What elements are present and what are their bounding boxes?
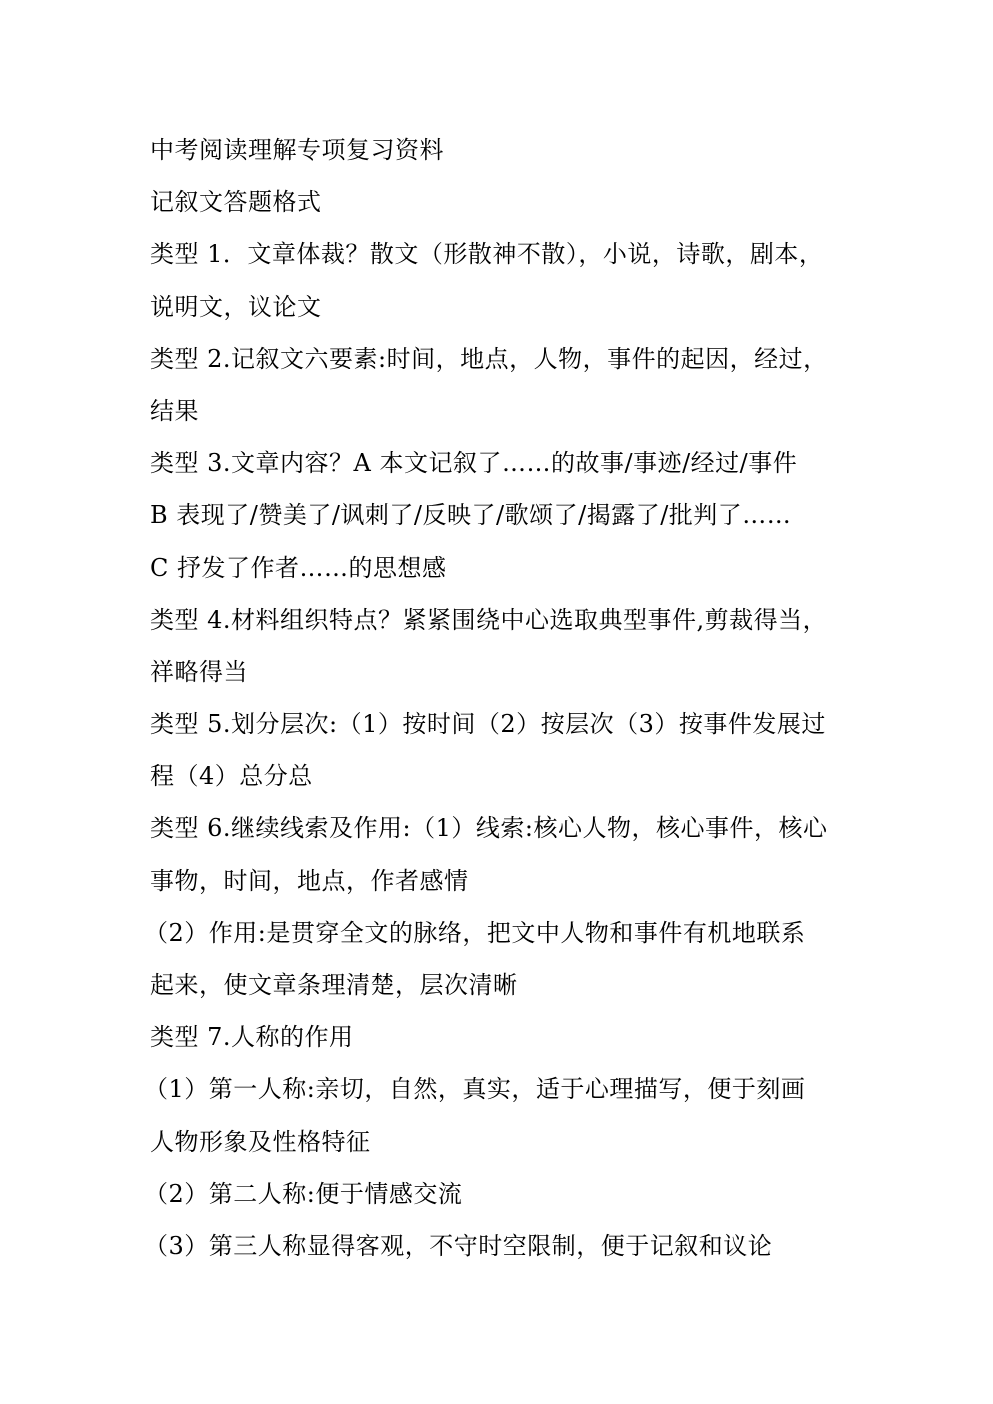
text-line: （2）作用:是贯穿全文的脉络，把文中人物和事件有机地联系: [144, 918, 806, 947]
text-line: （3）第三人称显得客观，不守时空限制，便于记叙和议论: [144, 1231, 773, 1260]
text-line: 结果: [150, 396, 199, 425]
text-line: 类型 6.继续线索及作用:（1）线索:核心人物，核心事件，核心: [150, 814, 828, 843]
text-line: 程（4）总分总: [150, 762, 313, 791]
text-line: 类型 3.文章内容？A 本文记叙了……的故事/事迹/经过/事件: [150, 449, 798, 478]
text-line: 说明文，议论文: [150, 292, 322, 321]
text-line: 祥略得当: [150, 657, 248, 686]
text-line: 类型 7.人称的作用: [150, 1023, 354, 1052]
document-body: [144, 124, 850, 1272]
text-line: B 表现了/赞美了/讽刺了/反映了/歌颂了/揭露了/批判了……: [150, 501, 792, 530]
text-line: C 抒发了作者……的思想感: [150, 553, 447, 582]
text-line: 类型 1．文章体裁？散文（形散神不散），小说，诗歌，剧本，: [150, 240, 824, 269]
text-line: （2）第二人称:便于情感交流: [144, 1179, 463, 1208]
text-line: 事物，时间，地点，作者感情: [150, 866, 469, 895]
text-line: 类型 2.记叙文六要素:时间，地点，人物，事件的起因，经过，: [150, 344, 828, 373]
text-line: 类型 5.划分层次:（1）按时间（2）按层次（3）按事件发展过: [150, 710, 826, 739]
text-line: 类型 4.材料组织特点？紧紧围绕中心选取典型事件,剪裁得当，: [150, 605, 828, 634]
text-line: 人物形象及性格特征: [150, 1127, 371, 1156]
text-line: （1）第一人称:亲切，自然，真实，适于心理描写，便于刻画: [144, 1075, 806, 1104]
section-heading: 记叙文答题格式: [150, 188, 322, 217]
document-title: 中考阅读理解专项复习资料: [150, 136, 444, 164]
text-line: 起来，使文章条理清楚，层次清晰: [150, 971, 518, 999]
